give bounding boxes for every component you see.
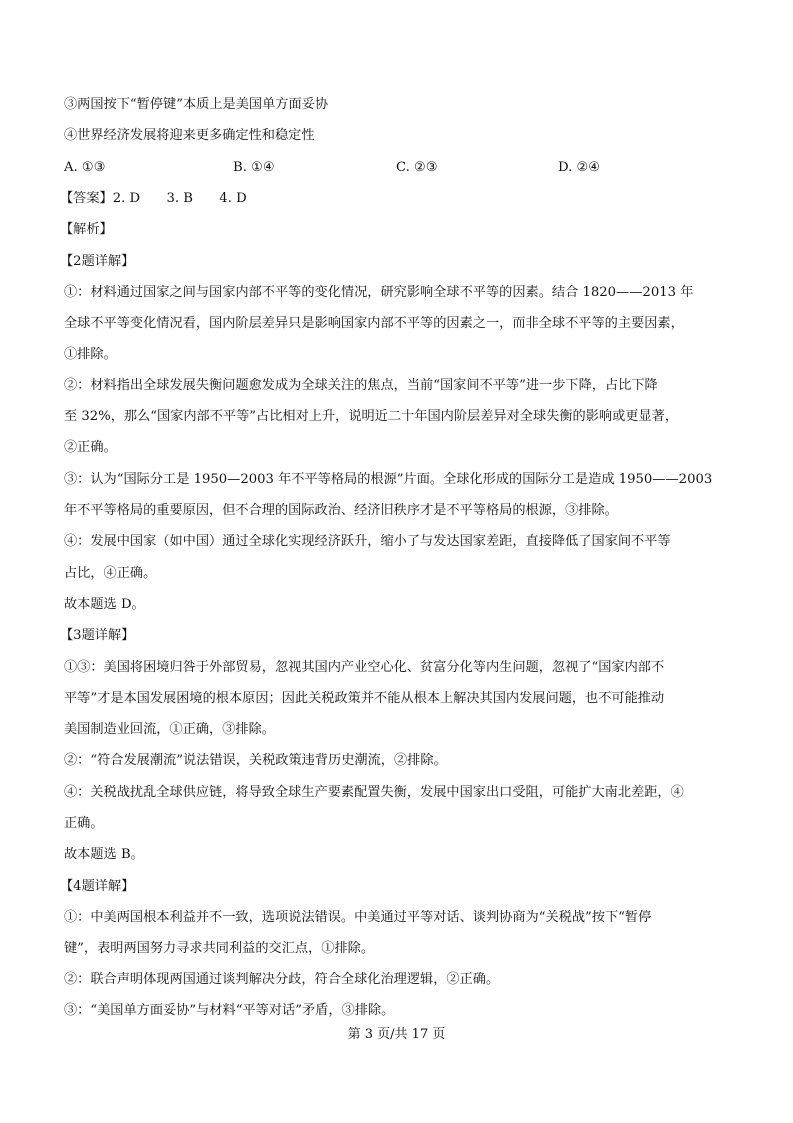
option-b: B. ①④ xyxy=(233,160,275,175)
option-a: A. ①③ xyxy=(64,160,106,175)
option-d: D. ②④ xyxy=(558,160,601,175)
page-footer: 第 3 页/共 17 页 xyxy=(347,1027,446,1042)
option-c: C. ②③ xyxy=(396,160,438,175)
document-page: ③两国按下“暂停键”本质上是美国单方面妥协 ④世界经济发展将迎来更多确定性和稳定性 A. ①③ B. ①④ C. ②③ D. ②④ 【答案】2. D 3. B 4. D 【解析】 【2题详解】 ①：材料通过国家之间与国家内部不平等的变化情况，研究影响全球不平等的因素。结合 1820——2013 年 全球不平等变化情况看，国内阶层差异只是影响国家内部不平等的因素之一，而非全球不平等的主要因素， ①排除。 ②：材料指出全球发展失衡问题愈发成为全球关注的焦点，当前“国家间不平等”进一步下降，占比下降 至 32%，那么“国家内部不平等”占比相对上升，说明近二十年国内阶层差异对全球失衡的影响或更显著， ②正确。 ③：认为“国际分工是 1950—2003 年不平等格局的根源”片面。全球化形成的国际分工是造成 1950——2003 年不平等格局的重要原因，但不合理的国际政治、经济旧秩序才是不平等格局的根源，③排除。 ④：发展中国家（如中国）通过全球化实现经济跃升，缩小了与发达国家差距，直接降低了国家间不平等 占比，④正确。 故本题选 D。 【3题详解】 ①③：美国将困境归咎于外部贸易，忽视其国内产业空心化、贫富分化等内生问题，忽视了“国家内部不 平等”才是本国发展困境的根本原因；因此关税政策并不能从根本上解决其国内发展问题，也不可能推动 美国制造业回流，①正确，③排除。 ②：“符合发展潮流”说法错误，关税政策违背历史潮流，②排除。 ④：关税战扰乱全球供应链，将导致全球生产要素配置失衡，发展中国家出口受阻，可能扩大南北差距，④ 正确。 故本题选 B。 【4题详解】 ①：中美两国根本利益并不一致，选项说法错误。中美通过平等对话、谈判协商为“关税战”按下“暂停 键”，表明两国努力寻求共同利益的交汇点，①排除。 ②：联合声明体现两国通过谈判解决分歧，符合全球化治理逻辑，②正确。 ③：“美国单方面妥协”与材料“平等对话”矛盾，③排除。 第 3 页/共 17 页 xyxy=(0,0,793,1123)
